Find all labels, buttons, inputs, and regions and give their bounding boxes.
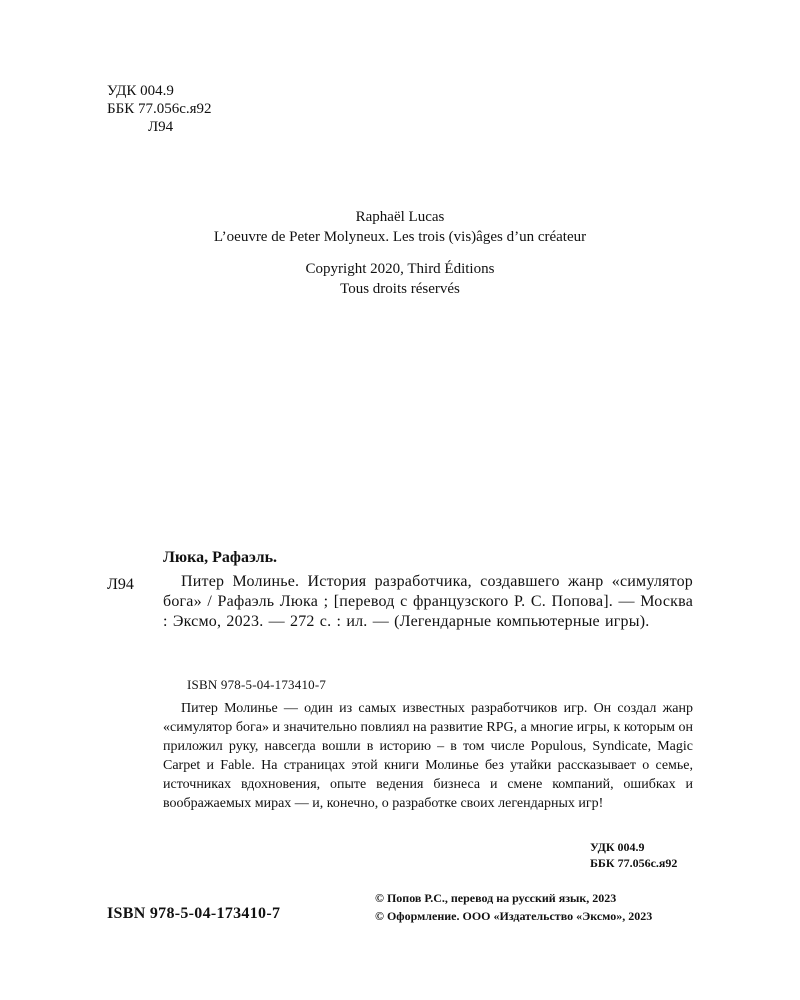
entry-author-heading: Люка, Рафаэль. <box>163 549 278 566</box>
bibliographic-description: Питер Молинье. История разработчика, создавшего жанр «симулятор бога» / Рафаэль Люка ; [перевод с французского Р. С. Попова]. — Москва : Эксмо, 2023. — 272 с. : ил. — (Легендарные компьютерные игры). <box>163 573 693 630</box>
entry-isbn: ISBN 978-5-04-173410-7 <box>187 677 327 692</box>
annotation-text: Питер Молинье — один из самых известных разработчиков игр. Он создал жанр «симулятор бога» и значительно повлиял на развитие RPG, а многие игры, к которым он приложил руку, навсегда вошли в историю – в том числе Populous, Syndicate, Magic Carpet и Fable. На страницах этой книги Молинье без утайки рассказывает о семье, источниках вдохновения, опыте ведения бизнеса и смене компаний, ошибках и воображаемых мирах — и, конечно, о разработке своих легендарных игр! <box>163 701 693 811</box>
translation-copyright: © Попов Р.С., перевод на русский язык, 2023 <box>375 891 617 905</box>
main-isbn: ISBN 978-5-04-173410-7 <box>107 905 281 922</box>
original-title: L’oeuvre de Peter Molyneux. Les trois (vis)âges d’un créateur <box>213 229 587 245</box>
copyright-notices <box>375 889 652 925</box>
original-author: Raphaël Lucas <box>355 209 445 225</box>
rights-line: Tous droits réservés <box>340 281 460 297</box>
original-copyright <box>0 259 800 299</box>
design-copyright: © Оформление. ООО «Издательство «Эксмо», 2023 <box>375 909 653 923</box>
original-edition-info <box>0 207 800 247</box>
bottom-udk: УДК 004.9 <box>590 840 645 854</box>
bbk-code: ББК 77.056с.я92 <box>107 101 212 117</box>
udk-code: УДК 004.9 <box>107 83 174 99</box>
entry-code: Л94 <box>107 576 134 593</box>
author-mark: Л94 <box>148 119 174 135</box>
bottom-bbk: ББК 77.056с.я92 <box>590 856 678 870</box>
classification-header <box>107 82 212 136</box>
bottom-classification <box>590 839 677 871</box>
copyright-line: Copyright 2020, Third Éditions <box>305 261 495 277</box>
